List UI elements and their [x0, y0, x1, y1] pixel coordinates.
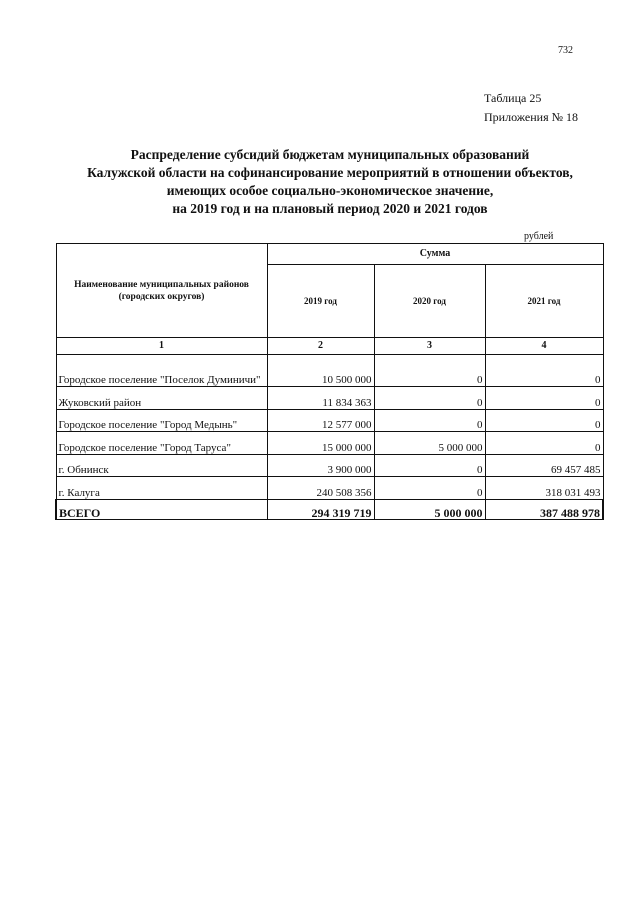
- amount-2020: 0: [374, 410, 485, 432]
- amount-2021: 0: [485, 387, 603, 410]
- amount-2019: 10 500 000: [267, 355, 374, 387]
- total-label: ВСЕГО: [56, 500, 267, 520]
- amount-2021: 0: [485, 432, 603, 455]
- amount-2020: 0: [374, 355, 485, 387]
- municipality-name: Жуковский район: [56, 387, 267, 410]
- title-line-1: Распределение субсидий бюджетам муниципальных образований: [130, 147, 530, 162]
- amount-2019: 11 834 363: [267, 387, 374, 410]
- amount-2019: 15 000 000: [267, 432, 374, 455]
- column-number: 1: [56, 338, 267, 355]
- total-2021: 387 488 978: [485, 500, 603, 520]
- header-sum: Сумма: [267, 244, 603, 265]
- amount-2019: 12 577 000: [267, 410, 374, 432]
- table-row: [56, 410, 603, 432]
- total-row: [56, 500, 603, 520]
- municipality-name: Городское поселение "Город Медынь": [56, 410, 267, 432]
- appendix-number: Приложения № 18: [484, 110, 579, 124]
- column-number: 2: [267, 338, 374, 355]
- units-label: рублей: [524, 231, 554, 242]
- amount-2019: 3 900 000: [267, 455, 374, 477]
- title-line-3: имеющих особое социально-экономическое значение,: [166, 183, 494, 198]
- subsidy-table: [55, 243, 604, 520]
- column-number-row: [56, 338, 603, 355]
- table-row: [56, 387, 603, 410]
- amount-2020: 0: [374, 387, 485, 410]
- header-year-2019: 2019 год: [267, 265, 374, 338]
- total-2020: 5 000 000: [374, 500, 485, 520]
- amount-2019: 240 508 356: [267, 477, 374, 500]
- table-number: Таблица 25: [484, 91, 542, 105]
- municipality-name: г. Обнинск: [56, 455, 267, 477]
- column-number: 4: [485, 338, 603, 355]
- amount-2020: 5 000 000: [374, 432, 485, 455]
- header-municipality-name: Наименование муниципальных районов (городских округов): [56, 244, 267, 338]
- table-row: [56, 432, 603, 455]
- amount-2021: 0: [485, 410, 603, 432]
- column-number: 3: [374, 338, 485, 355]
- table-row: [56, 455, 603, 477]
- table-row: [56, 477, 603, 500]
- table-reference: [484, 89, 578, 127]
- document-title: [40, 146, 620, 218]
- total-2019: 294 319 719: [267, 500, 374, 520]
- municipality-name: г. Калуга: [56, 477, 267, 500]
- header-row-sum: [56, 244, 603, 265]
- header-year-2020: 2020 год: [374, 265, 485, 338]
- municipality-name: Городское поселение "Поселок Думиничи": [56, 355, 267, 387]
- amount-2021: 318 031 493: [485, 477, 603, 500]
- amount-2020: 0: [374, 455, 485, 477]
- amount-2020: 0: [374, 477, 485, 500]
- table-row: [56, 355, 603, 387]
- municipality-name: Городское поселение "Город Таруса": [56, 432, 267, 455]
- title-line-4: на 2019 год и на плановый период 2020 и 2021 годов: [172, 201, 488, 216]
- amount-2021: 69 457 485: [485, 455, 603, 477]
- title-line-2: Калужской области на софинансирование мероприятий в отношении объектов,: [87, 165, 573, 180]
- page-number: 732: [558, 45, 573, 56]
- header-year-2021: 2021 год: [485, 265, 603, 338]
- amount-2021: 0: [485, 355, 603, 387]
